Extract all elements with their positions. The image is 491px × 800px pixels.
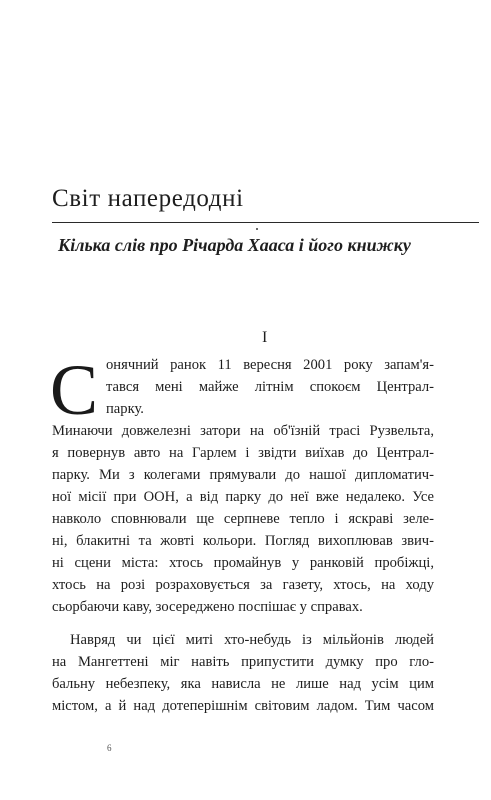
title-rule — [52, 222, 479, 223]
body-line: я повернув авто на Гарлем і звідти виїхав до Централ- — [52, 445, 434, 461]
body-line: ні сцени міста: хтось промайнув у ранковій пробіжці, — [52, 555, 434, 571]
body-line: Навряд чи цієї миті хто-небудь із мільйонів людей — [70, 632, 434, 648]
body-line: парку. — [106, 401, 144, 417]
body-line: сьорбаючи каву, зосереджено поспішає у справах. — [52, 599, 363, 615]
page-number: 6 — [107, 743, 112, 753]
chapter-subtitle: Кілька слів про Річарда Хааса і його книжку — [58, 235, 411, 255]
body-line: бальну небезпеку, яка нависла не лише над усім цим — [52, 676, 434, 692]
body-line: ні, блакитні та жовті кольори. Погляд вихоплював звич- — [52, 533, 434, 549]
body-line: Минаючи довжелезні затори на об'їзній трасі Рузвельта, — [52, 423, 434, 439]
chapter-title: Світ напередодні — [52, 185, 244, 212]
drop-cap: С — [50, 350, 99, 430]
body-line: ної місії при ООН, а від парку до неї вже недалеко. Усе — [52, 489, 434, 505]
body-line: парку. Ми з колегами прямували до нашої дипломатич- — [52, 467, 434, 483]
body-line: містом, а й над дотеперішнім світовим ладом. Тим часом — [52, 698, 434, 714]
rule-tick-mark — [256, 228, 258, 230]
body-line: тався мені майже літнім спокоєм Централ- — [106, 379, 434, 395]
body-line: на Мангеттені міг навіть припустити думку про гло- — [52, 654, 434, 670]
body-line: навколо сповнювали ще серпневе тепло і яскраві зеле- — [52, 511, 434, 527]
section-numeral: I — [262, 329, 268, 346]
body-line: хтось на розі розраховується за газету, хтось, на ходу — [52, 577, 434, 593]
body-line: онячний ранок 11 вересня 2001 року запам'я- — [106, 357, 434, 373]
